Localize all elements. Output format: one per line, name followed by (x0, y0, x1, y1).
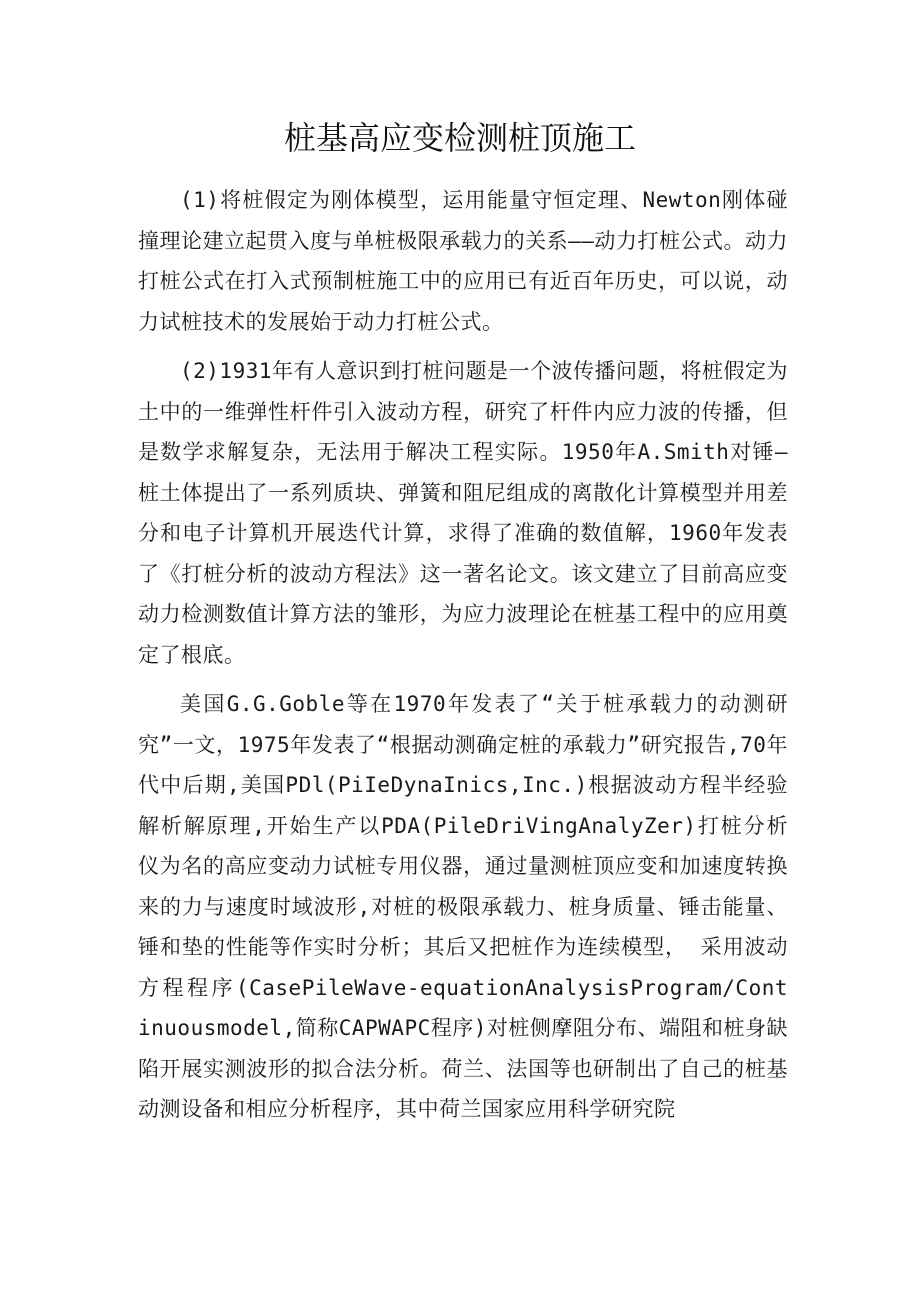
page-title: 桩基高应变检测桩顶施工 (283, 119, 636, 157)
document-body (138, 180, 788, 1130)
paragraph-1: (1)将桩假定为刚体模型，运用能量守恒定理、Newton刚体碰撞理论建立起贯入度与单桩极限承载力的关系——动力打桩公式。动力打桩公式在打入式预制桩施工中的应用已有近百年历史，可以说，动力试桩技术的发展始于动力打桩公式。 (138, 188, 788, 334)
paragraph-3: 美国G.G.Goble等在1970年发表了“关于桩承载力的动测研究”一文，1975年发表了“根据动测确定桩的承载力”研究报告,70年代中后期,美国PDl(PiIeDynaInics,Inc.)根据波动方程半经验解析解原理,开始生产以PDA(PileDriVingAnalyZer)打桩分析仪为名的高应变动力试桩专用仪器，通过量测桩顶应变和加速度转换来的力与速度时域波形,对桩的极限承载力、桩身质量、锤击能量、锤和垫的性能等作实时分析；其后又把桩作为连续模型， 采用波动方程程序(CasePileWave-equationAnalysisProgram/Continuousmodel,简称CAPWAPC程序)对桩侧摩阻分布、端阻和桩身缺陷开展实测波形的拟合法分析。荷兰、法国等也研制出了自己的桩基动测设备和相应分析程序，其中荷兰国家应用科学研究院 (138, 692, 788, 1121)
paragraph-2: (2)1931年有人意识到打桩问题是一个波传播问题，将桩假定为土中的一维弹性杆件引入波动方程，研究了杆件内应力波的传播，但是数学求解复杂，无法用于解决工程实际。1950年A.Smith对锤—桩土体提出了一系列质块、弹簧和阻尼组成的离散化计算模型并用差分和电子计算机开展迭代计算，求得了准确的数值解，1960年发表了《打桩分析的波动方程法》这一著名论文。该文建立了目前高应变动力检测数值计算方法的雏形，为应力波理论在桩基工程中的应用奠定了根底。 (138, 359, 788, 667)
